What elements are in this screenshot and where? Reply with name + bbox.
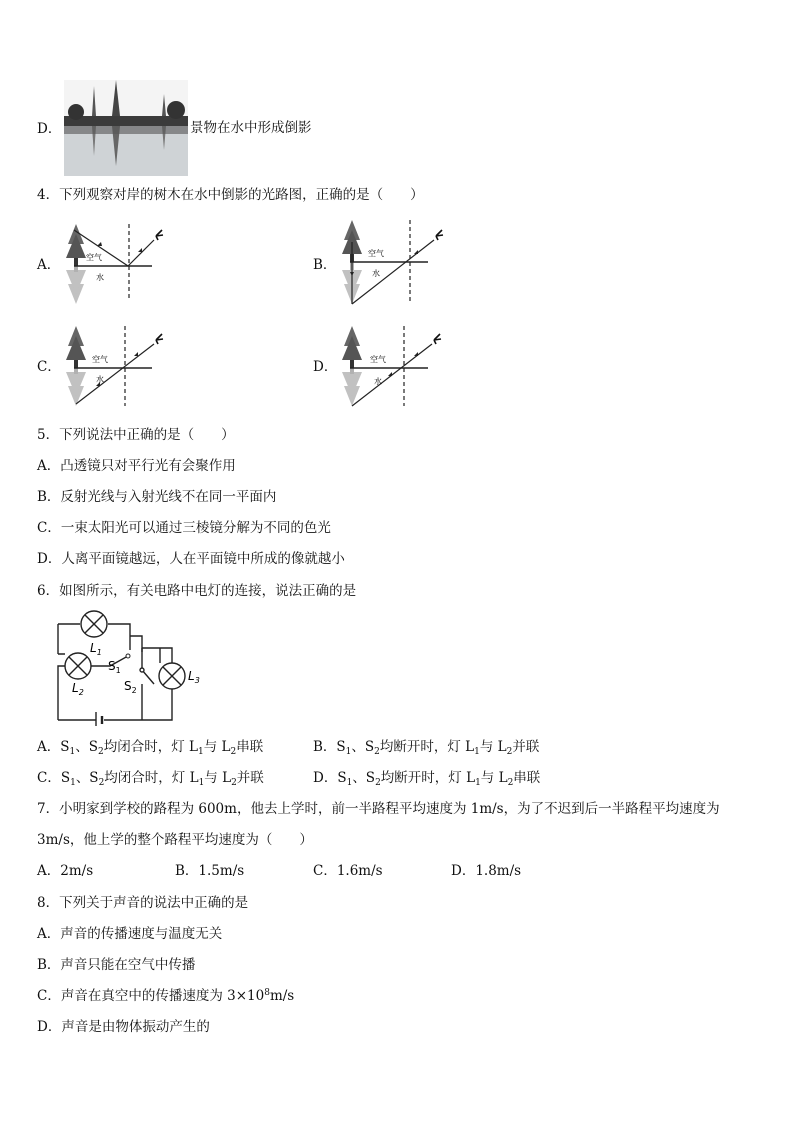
air-label: 空气 (370, 355, 386, 364)
q5-stem: 5．下列说法中正确的是（ ） (37, 427, 235, 443)
q4-option-a-label: A． (37, 257, 61, 273)
tree-icon (66, 326, 86, 368)
q4-option-c-label: C． (37, 359, 61, 375)
q8-stem: 8．下列关于声音的说法中正确的是 (37, 895, 249, 911)
air-label: 空气 (92, 355, 108, 364)
pagoda-reflection-photo (64, 80, 188, 176)
q7-option-d: D．1.8m/s (451, 863, 522, 879)
eye-icon (434, 334, 441, 344)
q6-option-b: B．$S_1$、$S_2$均断开时，灯 $L_1$与 $L_2$并联 (313, 739, 540, 757)
q7-option-c: C．1.6m/s (313, 863, 383, 879)
q4-option-d-label: D． (313, 359, 338, 375)
q5-option-a: A．凸透镜只对平行光有会聚作用 (37, 458, 236, 474)
l3-label: $L_3$ (188, 669, 200, 685)
q4-diagram-d (338, 324, 448, 413)
eye-icon (156, 334, 163, 344)
q7-stem-line1: 7．小明家到学校的路程为 600m，他去上学时，前一半路程平均速度为 1m/s，为了不迟到后一半路程平均速度为 (37, 801, 720, 817)
tree-reflection-icon (66, 368, 86, 406)
q4-diagram-a (62, 222, 172, 311)
q8-option-a: A．声音的传播速度与温度无关 (37, 926, 223, 942)
water-label: 水 (96, 375, 104, 384)
air-label: 空气 (86, 253, 102, 262)
q4-diagram-c (62, 324, 172, 413)
l1-label: $L_1$ (90, 641, 102, 657)
tree-reflection-icon (66, 266, 86, 304)
q5-option-b: B．反射光线与入射光线不在同一平面内 (37, 489, 277, 505)
q6-option-a: A．$S_1$、$S_2$均闭合时，灯 $L_1$与 $L_2$串联 (37, 739, 264, 757)
water-label: 水 (374, 377, 382, 386)
q6-option-d: D．$S_1$、$S_2$均断开时，灯 $L_1$与 $L_2$串联 (313, 770, 541, 788)
q8-option-b: B．声音只能在空气中传播 (37, 957, 196, 973)
s1-label: $S_1$ (108, 659, 121, 675)
q4-option-b-label: B． (313, 257, 337, 273)
q4-stem: 4．下列观察对岸的树木在水中倒影的光路图，正确的是（ ） (37, 187, 424, 203)
q7-stem-line2: 3m/s，他上学的整个路程平均速度为（ ） (37, 832, 313, 848)
q7-option-a: A．2m/s (37, 863, 94, 879)
q8-option-d: D．声音是由物体振动产生的 (37, 1019, 210, 1035)
q5-option-c: C．一束太阳光可以通过三棱镜分解为不同的色光 (37, 520, 331, 536)
s2-label: $S_2$ (124, 679, 137, 695)
l2-label: $L_2$ (72, 681, 84, 697)
tree-icon (342, 326, 362, 368)
q3-option-d-text: 景物在水中形成倒影 (190, 120, 312, 136)
eye-icon (436, 230, 443, 240)
q6-stem: 6．如图所示，有关电路中电灯的连接，说法正确的是 (37, 583, 357, 599)
air-label: 空气 (368, 249, 384, 258)
q6-circuit-diagram (44, 608, 224, 730)
q4-diagram-b (338, 218, 448, 312)
q7-option-b: B．1.5m/s (175, 863, 245, 879)
water-label: 水 (96, 273, 104, 282)
tree-icon (66, 224, 86, 266)
q8-option-c: C．声音在真空中的传播速度为 $3\times 10^8m/s$ (37, 988, 295, 1004)
q6-option-c: C．$S_1$、$S_2$均闭合时，灯 $L_1$与 $L_2$并联 (37, 770, 264, 788)
eye-icon (156, 230, 163, 240)
q3-option-d-label: D． (37, 121, 62, 137)
q5-option-d: D．人离平面镜越远，人在平面镜中所成的像就越小 (37, 551, 345, 567)
water-label: 水 (372, 269, 380, 278)
